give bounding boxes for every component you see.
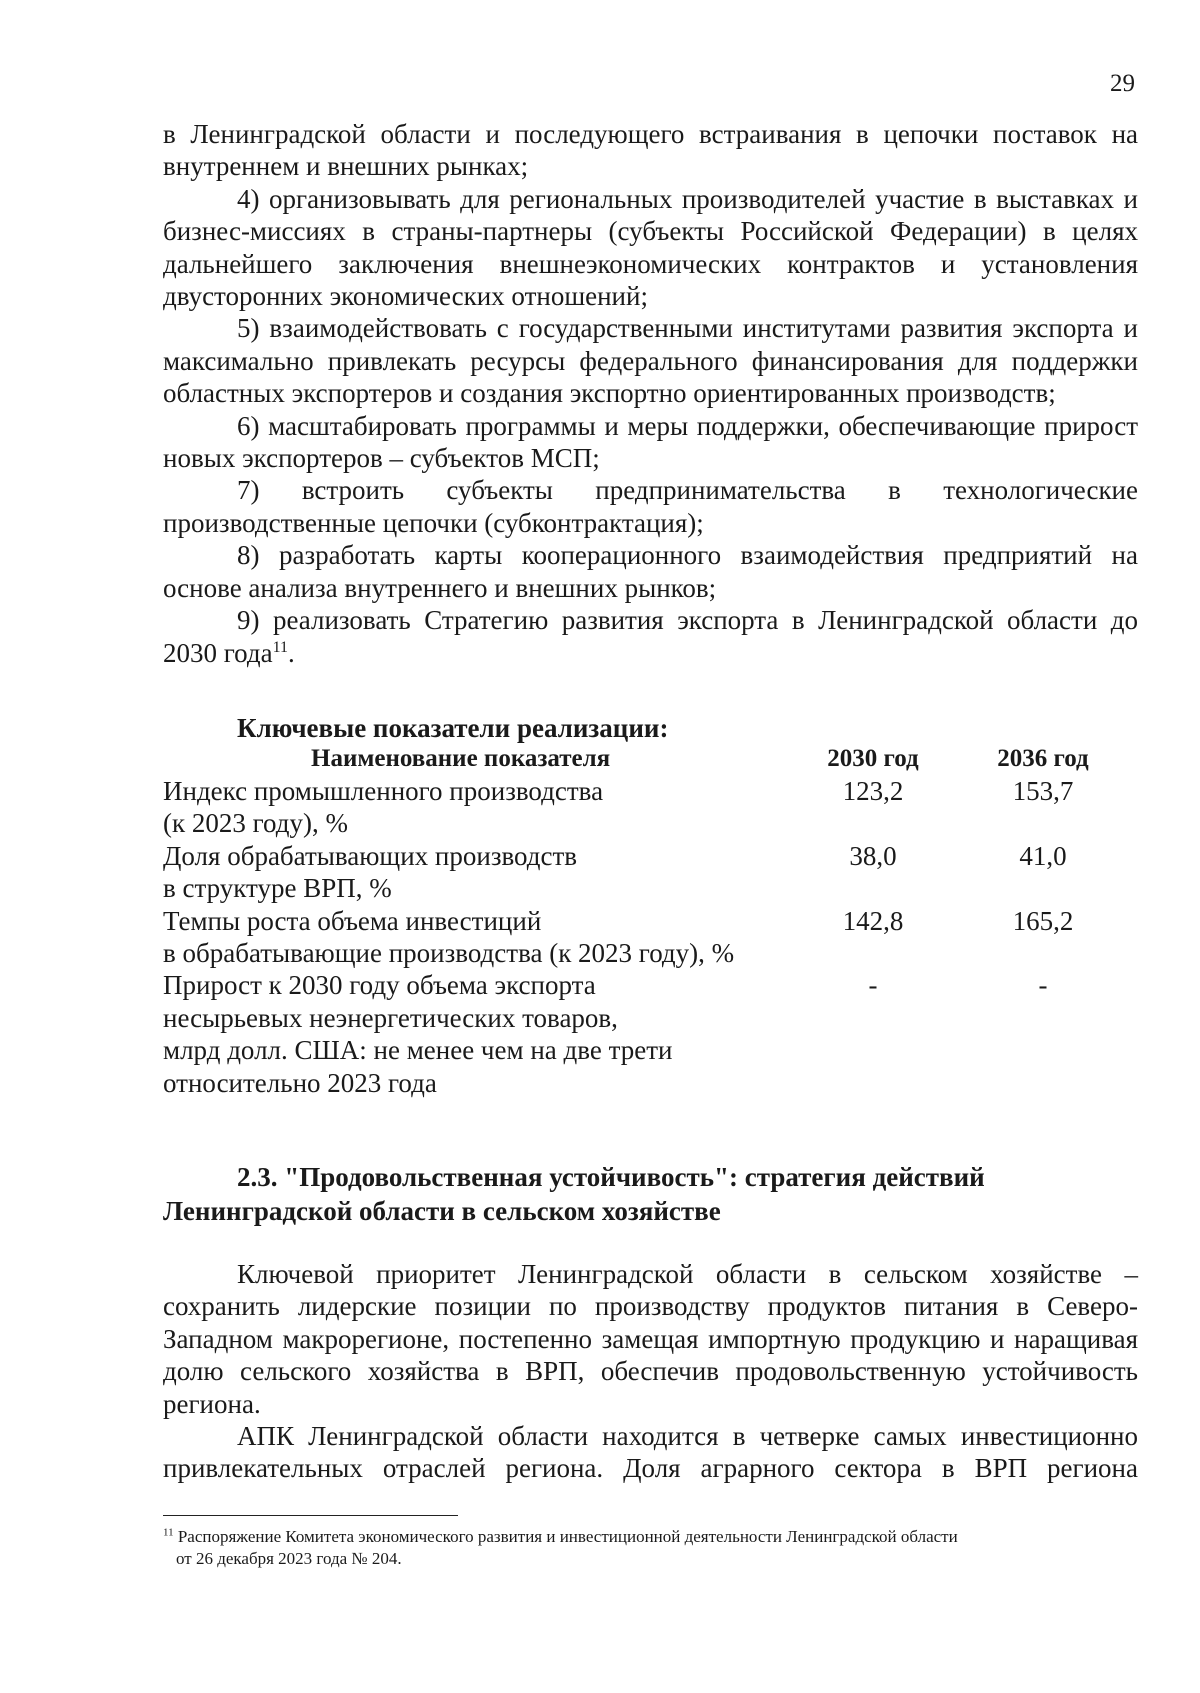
value-2036: 165,2 <box>1012 905 1074 936</box>
indicator-name-line: (к 2023 году), % <box>163 808 348 839</box>
paragraph: в Ленинградской области и последующего встраивания в цепочки поставок на внутреннем и внешних рынках; <box>163 119 1138 182</box>
list-item <box>163 604 1138 669</box>
indicator-name <box>163 969 783 1099</box>
section-title-line: Ленинградской области в сельском хозяйстве <box>163 1196 721 1226</box>
paragraph: Ключевой приоритет Ленинградской области в сельском хозяйстве – сохранить лидерские позиции по производству продуктов питания в Северо-Западном макрорегионе, постепенно замещая импортную продукцию и наращивая долю сельского хозяйства в ВРП, обеспечив продовольственную устойчивость региона. <box>163 1259 1138 1419</box>
list-item-text: 9) реализовать Стратегию развития экспорта в Ленинградской области до 2030 года <box>163 605 1138 668</box>
table-row <box>163 840 1138 905</box>
section-title <box>163 1160 1138 1228</box>
indicator-name-line: в структуре ВРП, % <box>163 873 392 904</box>
kpi-table <box>163 743 1138 1099</box>
value-2036: 153,7 <box>1012 776 1074 806</box>
kpi-heading: Ключевые показатели реализации: <box>237 713 669 743</box>
footnote-divider <box>163 1515 458 1516</box>
indicator-name-line: Доля обрабатывающих производств <box>163 840 578 871</box>
section-title-line: 2.3. "Продовольственная устойчивость": стратегия действий <box>237 1162 985 1192</box>
indicator-name-line: Прирост к 2030 году объема экспорта <box>163 970 596 1001</box>
kpi-table-header <box>163 743 1138 775</box>
footnote-text-line: от 26 декабря 2023 года № 204. <box>176 1549 402 1568</box>
value-2030: 123,2 <box>842 776 904 806</box>
list-item: 6) масштабировать программы и меры поддержки, обеспечивающие прирост новых экспортеров – субъектов МСП; <box>163 410 1138 474</box>
indicator-name-line: относительно 2023 года <box>163 1067 437 1098</box>
indicator-name-line: Темпы роста объема инвестиций <box>163 905 542 936</box>
indicator-name-line: Индекс промышленного производства <box>163 776 604 806</box>
value-2030: 38,0 <box>849 840 897 871</box>
value-2030: - <box>868 970 878 1001</box>
list-item-end: . <box>288 637 295 668</box>
column-header-2036: 2036 год <box>997 745 1089 772</box>
footnote-reference[interactable]: 11 <box>272 638 289 656</box>
list-item: 5) взаимодействовать с государственными институтами развития экспорта и максимально привлекать ресурсы федерального финансирования для поддержки областных экспортеров и создания экспортно ориентированных производств; <box>163 313 1138 409</box>
footnote-number: 11 <box>163 1526 174 1539</box>
footnote <box>163 1526 1138 1570</box>
footnote-text-line: Распоряжение Комитета экономического развития и инвестиционной деятельности Ленинградской области <box>177 1527 958 1546</box>
indicator-name <box>163 905 783 970</box>
indicator-name-line: в обрабатывающие производства (к 2023 году), % <box>163 938 735 969</box>
section-body <box>163 1258 1138 1485</box>
indicator-name-line: млрд долл. США: не менее чем на две трети <box>163 1035 673 1066</box>
value-2036: 41,0 <box>1019 840 1067 871</box>
indicator-name <box>163 775 783 840</box>
column-header-2030: 2030 год <box>827 745 919 772</box>
value-2036: - <box>1038 970 1048 1001</box>
indicator-name-line: несырьевых неэнергетических товаров, <box>163 1002 618 1033</box>
list-item: 8) разработать карты кооперационного взаимодействия предприятий на основе анализа внутреннего и внешних рынков; <box>163 540 1138 603</box>
table-row <box>163 969 1138 1099</box>
page-number: 29 <box>1110 70 1135 97</box>
list-item: 4) организовывать для региональных производителей участие в выставках и бизнес-миссиях в страны-партнеры (субъекты Российской Федерации) в целях дальнейшего заключения внешнеэкономических контрактов и установления двусторонних экономических отношений; <box>163 183 1138 312</box>
column-header-name: Наименование показателя <box>311 745 611 772</box>
export-measures-list <box>163 118 1138 669</box>
indicator-name <box>163 840 783 905</box>
paragraph: АПК Ленинградской области находится в четверке самых инвестиционно привлекательных отраслей региона. Доля аграрного сектора в ВРП региона <box>163 1421 1138 1484</box>
table-row <box>163 775 1138 840</box>
table-row <box>163 905 1138 970</box>
list-item: 7) встроить субъекты предпринимательства в технологические производственные цепочки (субконтрактация); <box>163 475 1138 538</box>
value-2030: 142,8 <box>842 905 904 936</box>
